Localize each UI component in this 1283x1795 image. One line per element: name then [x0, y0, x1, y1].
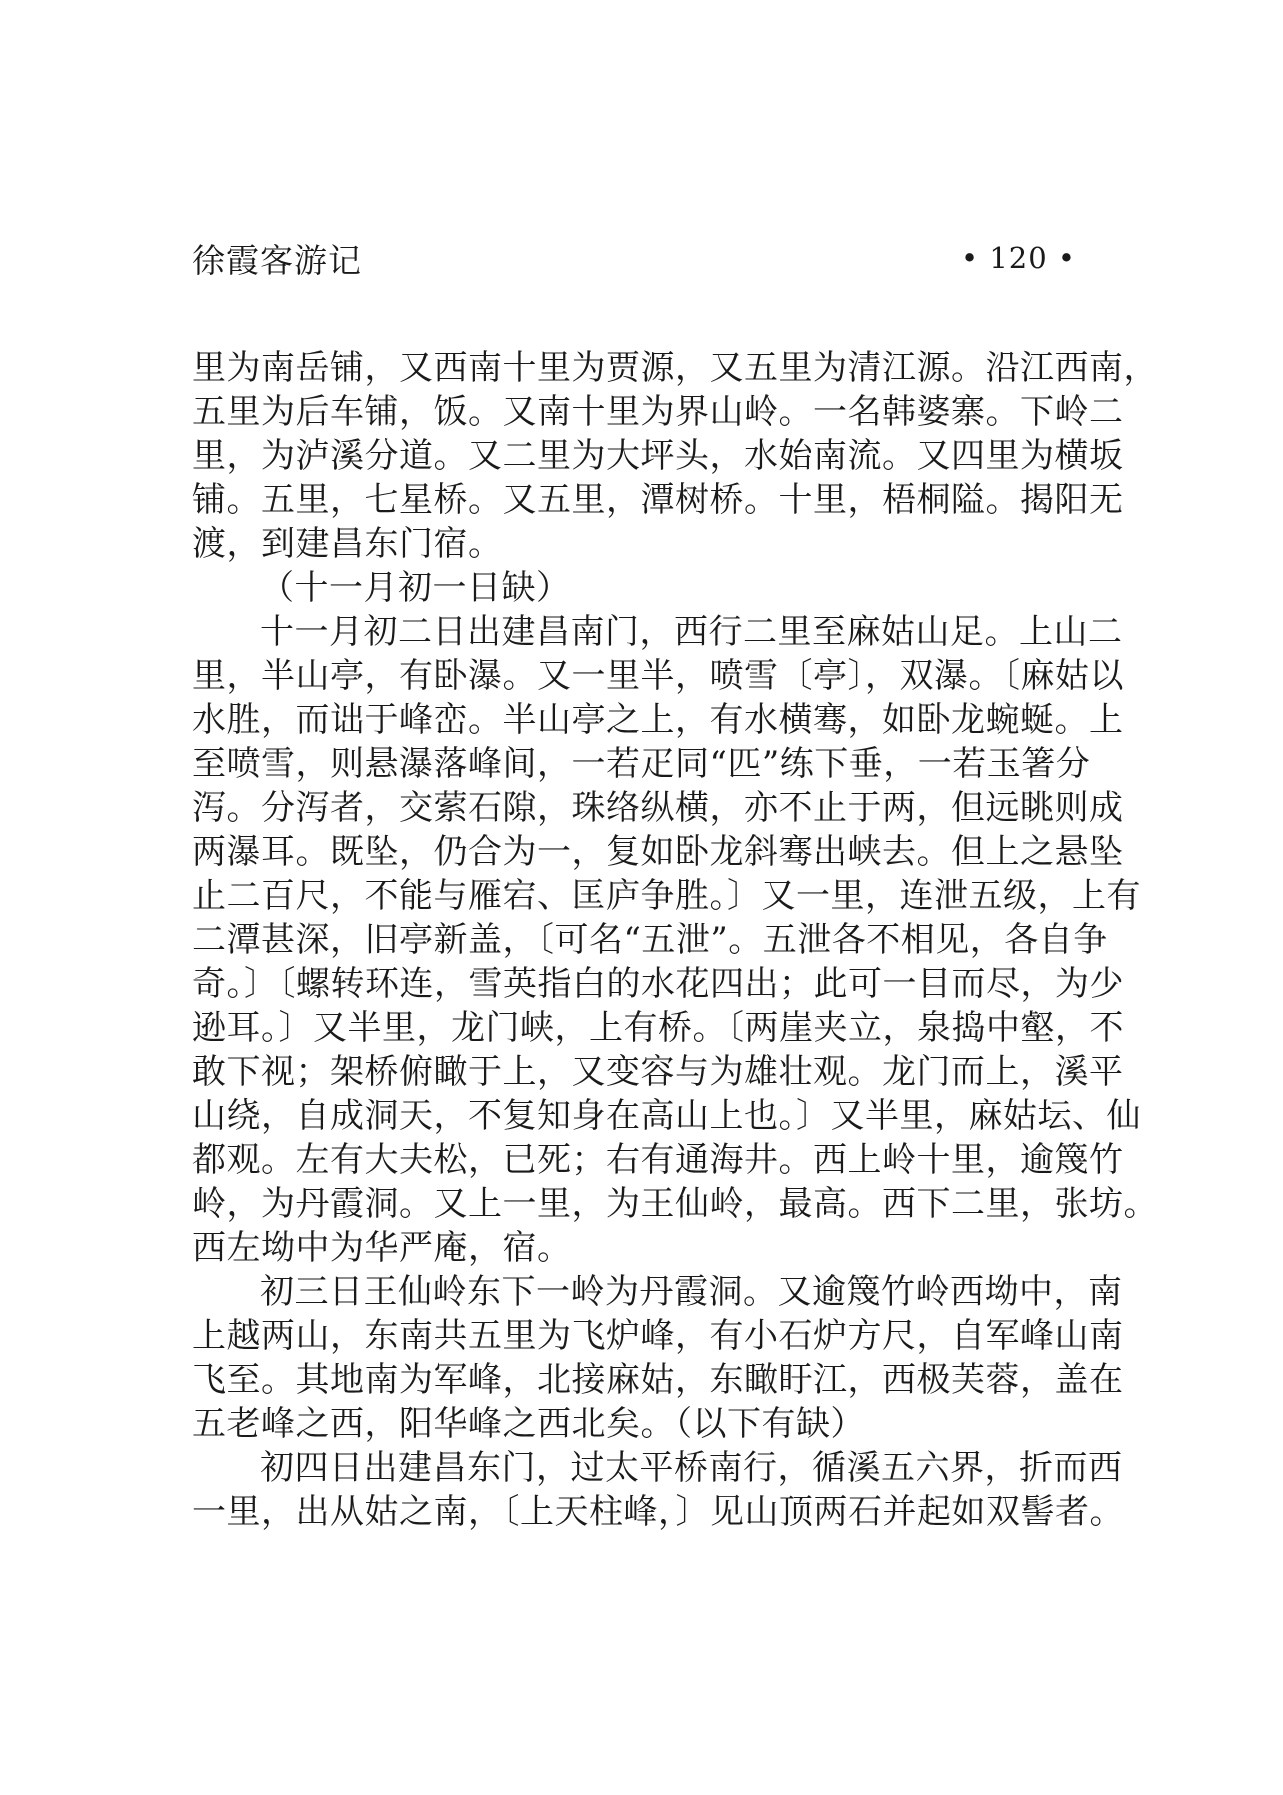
- text-line: 飞至。其地南为军峰，北接麻姑，东瞰盱江，西极芙蓉，盖在: [192, 1360, 1124, 1400]
- text-line: 里为南岳铺，又西南十里为贾源，又五里为清江源。沿江西南，: [192, 348, 1158, 388]
- body-text: [192, 346, 1158, 1534]
- text-line: 二潭甚深，旧亭新盖，〔可名“五泄”。五泄各不相见，各自争: [192, 920, 1108, 960]
- text-line: 五老峰之西，阳华峰之西北矣。（以下有缺）: [192, 1404, 865, 1444]
- text-line: 至喷雪，则悬瀑落峰间，一若疋同“匹”练下垂，一若玉箸分: [192, 744, 1091, 784]
- text-line: 西左坳中为华严庵，宿。: [192, 1228, 572, 1268]
- text-line: 初三日王仙岭东下一岭为丹霞洞。又逾篾竹岭西坳中，南: [260, 1272, 1123, 1312]
- text-line: 山绕，自成洞天，不复知身在高山上也。〕又半里，麻姑坛、仙: [192, 1096, 1141, 1136]
- text-line: 水胜，而诎于峰峦。半山亭之上，有水横骞，如卧龙蜿蜒。上: [192, 700, 1124, 740]
- text-line: 里，为泸溪分道。又二里为大坪头，水始南流。又四里为横坂: [192, 436, 1124, 476]
- page-header: [192, 234, 1076, 282]
- text-line: 铺。五里，七星桥。又五里，潭树桥。十里，梧桐隘。揭阳无: [192, 480, 1124, 520]
- text-line: 止二百尺，不能与雁宕、匡庐争胜。〕又一里，连泄五级，上有: [192, 876, 1141, 916]
- text-line: 逊耳。〕又半里，龙门峡，上有桥。〔两崖夹立，泉捣中壑，不: [192, 1008, 1124, 1048]
- text-line: 十一月初二日出建昌南门，西行二里至麻姑山足。上山二: [260, 612, 1123, 652]
- text-line: 五里为后车铺，饭。又南十里为界山岭。一名韩婆寨。下岭二: [192, 392, 1124, 432]
- book-title: 徐霞客游记: [192, 240, 362, 280]
- text-line: 泻。分泻者，交萦石隙，珠络纵横，亦不止于两，但远眺则成: [192, 788, 1124, 828]
- text-line: 上越两山，东南共五里为飞炉峰，有小石炉方尺，自军峰山南: [192, 1316, 1124, 1356]
- page-number: • 120 •: [961, 241, 1076, 275]
- text-line: 渡，到建昌东门宿。: [192, 524, 503, 564]
- text-line: 里，半山亭，有卧瀑。又一里半，喷雪〔亭〕，双瀑。〔麻姑以: [192, 656, 1124, 696]
- text-line: 两瀑耳。既坠，仍合为一，复如卧龙斜骞出峡去。但上之悬坠: [192, 832, 1124, 872]
- text-line: 一里，出从姑之南，〔上天柱峰，〕见山顶两石并起如双髻者。: [192, 1492, 1124, 1532]
- text-line: 奇。〕〔螺转环连，雪英指白的水花四出；此可一目而尽，为少: [192, 964, 1124, 1004]
- text-line: 初四日出建昌东门，过太平桥南行，循溪五六界，折而西: [260, 1448, 1123, 1488]
- text-line: （十一月初一日缺）: [260, 568, 571, 608]
- text-line: 都观。左有大夫松，已死；右有通海井。西上岭十里，逾篾竹: [192, 1140, 1124, 1180]
- text-line: 敢下视；架桥俯瞰于上，又变容与为雄壮观。龙门而上，溪平: [192, 1052, 1124, 1092]
- text-line: 岭，为丹霞洞。又上一里，为王仙岭，最高。西下二里，张坊。: [192, 1184, 1158, 1224]
